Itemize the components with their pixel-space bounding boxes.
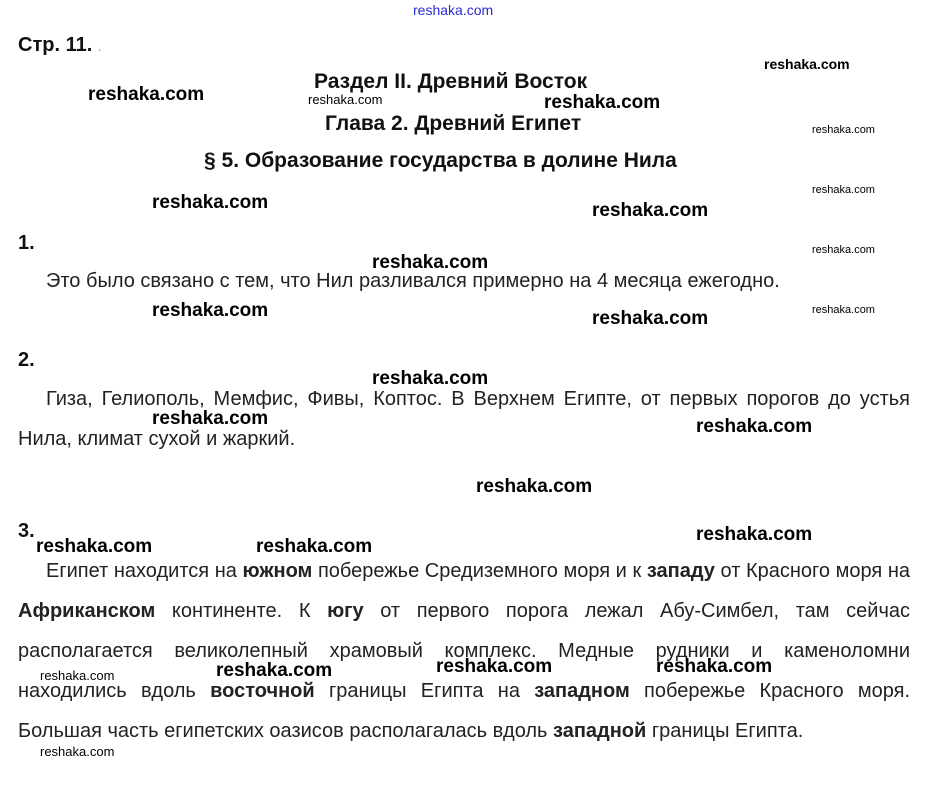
answer-3-text-run: побережье Красного моря. Большая часть египетских оазисов располагалась вдоль — [18, 680, 911, 742]
answer-3-text-run: границы Египта на — [314, 680, 535, 702]
answer-1-number: 1. — [18, 232, 35, 254]
answer-3-text-run: от Красного моря на — [714, 560, 911, 582]
watermark: reshaka.com — [36, 536, 153, 557]
answer-3-bold-term: западной — [553, 720, 647, 742]
watermark: reshaka.com — [812, 244, 875, 256]
answer-3-bold-term: западу — [646, 560, 715, 582]
watermark: reshaka.com — [372, 368, 489, 389]
watermark: reshaka.com — [88, 84, 205, 105]
paragraph-heading: § 5. Образование государства в долине Нила — [204, 149, 677, 172]
watermark: reshaka.com — [152, 192, 269, 213]
section-heading: Раздел II. Древний Восток — [314, 70, 588, 93]
watermark: reshaka.com — [592, 200, 709, 221]
watermark: reshaka.com — [40, 744, 115, 759]
answer-3-text — [18, 551, 910, 751]
page-label: Стр. 11. . — [18, 34, 102, 56]
watermark: reshaka.com — [812, 184, 875, 196]
watermark: reshaka.com — [256, 536, 373, 557]
answer-3-text-run: побережье Средиземного моря и к — [312, 560, 647, 582]
watermark: reshaka.com — [696, 524, 813, 545]
answer-3-number: 3. — [18, 520, 35, 542]
answer-3-text-run: Египет находится на — [46, 560, 243, 582]
watermark: reshaka.com — [764, 56, 850, 72]
watermark: reshaka.com — [696, 416, 813, 437]
watermark: reshaka.com — [372, 252, 489, 273]
answer-1-text: Это было связано с тем, что Нил разливался примерно на 4 месяца ежегодно. — [46, 270, 780, 292]
answer-2-text: Гиза, Гелиополь, Мемфис, Фивы, Коптос. В Верхнем Египте, от первых порогов до устья Нила, климат сухой и жаркий. — [18, 388, 910, 450]
answer-3-bold-term: Африканском — [18, 600, 156, 622]
watermark: reshaka.com — [216, 660, 333, 681]
watermark-top: reshaka.com — [413, 2, 494, 18]
answer-3-bold-term: западном — [534, 680, 630, 702]
watermark: reshaka.com — [812, 304, 875, 316]
watermark: reshaka.com — [656, 656, 773, 677]
watermark: reshaka.com — [812, 124, 875, 136]
answer-2-number: 2. — [18, 349, 35, 371]
watermark: reshaka.com — [544, 92, 661, 113]
answer-3-text-run: границы Египта. — [646, 720, 804, 742]
watermark: reshaka.com — [152, 300, 269, 321]
watermark: reshaka.com — [592, 308, 709, 329]
answer-3-text-run: континенте. К — [155, 600, 328, 622]
answer-3-bold-term: восточной — [210, 680, 315, 702]
watermark: reshaka.com — [152, 408, 269, 429]
watermark: reshaka.com — [40, 668, 115, 683]
watermark: reshaka.com — [436, 656, 553, 677]
watermark: reshaka.com — [308, 92, 383, 107]
chapter-heading: Глава 2. Древний Египет — [325, 112, 582, 135]
answer-3-text-run: от первого порога лежал Абу-Симбел, там сейчас располагается великолепный храмовый комплекс. Медные рудники и каменоломни находились вдоль — [18, 600, 910, 702]
watermark: reshaka.com — [476, 476, 593, 497]
answer-3-bold-term: южном — [242, 560, 313, 582]
answer-3-bold-term: югу — [327, 600, 364, 622]
